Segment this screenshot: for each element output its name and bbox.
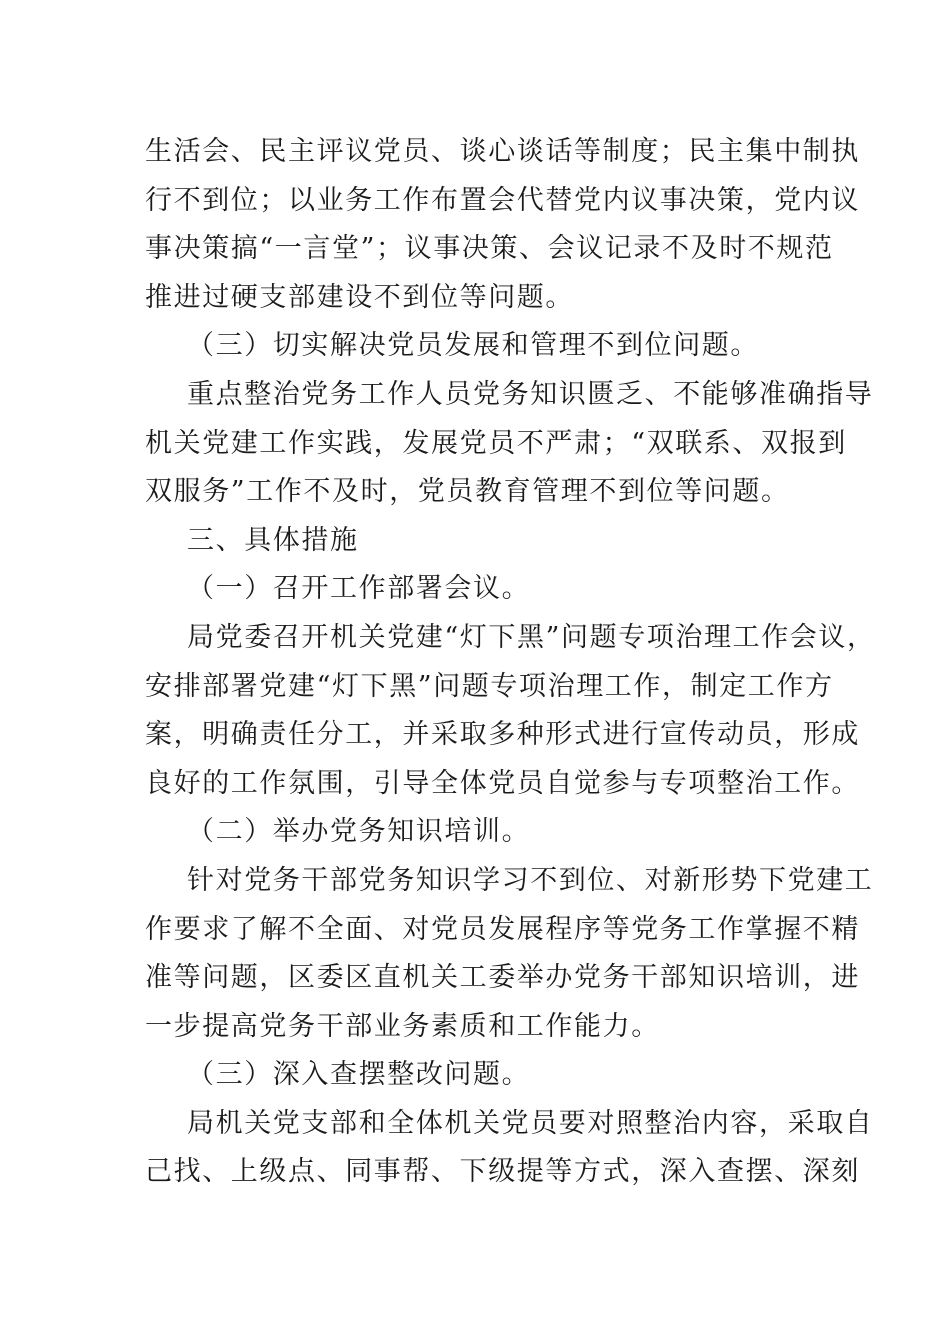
document-body: [145, 128, 876, 1197]
section-heading: （三）深入查摆整改问题。: [187, 1059, 531, 1091]
paragraph-line: 案，明确责任分工，并采取多种形式进行宣传动员，形成: [145, 719, 860, 751]
section-heading: （一）召开工作部署会议。: [187, 573, 531, 605]
paragraph-line: 一步提高党务干部业务素质和工作能力。: [145, 1010, 660, 1042]
paragraph-line: 机关党建工作实践，发展党员不严肃；“双联系、双报到: [145, 427, 847, 459]
paragraph-line: 安排部署党建“灯下黑”问题专项治理工作，制定工作方: [145, 670, 834, 702]
chapter-heading: 三、具体措施: [187, 524, 359, 556]
paragraph-line: 重点整治党务工作人员党务知识匮乏、不能够准确指导: [187, 378, 874, 410]
section-heading: （二）举办党务知识培训。: [187, 816, 531, 848]
paragraph-line: 推进过硬支部建设不到位等问题。: [145, 281, 574, 313]
section-heading: （三）切实解决党员发展和管理不到位问题。: [187, 330, 759, 362]
paragraph-line: 作要求了解不全面、对党员发展程序等党务工作掌握不精: [145, 913, 860, 945]
paragraph-line: 局党委召开机关党建“灯下黑”问题专项治理工作会议，: [187, 621, 876, 653]
paragraph-line: 良好的工作氛围，引导全体党员自觉参与专项整治工作。: [145, 767, 860, 799]
paragraph-line: 准等问题，区委区直机关工委举办党务干部知识培训，进: [145, 962, 860, 994]
paragraph-line: 局机关党支部和全体机关党员要对照整治内容，采取自: [187, 1107, 874, 1139]
paragraph-line: 己找、上级点、同事帮、下级提等方式，深入查摆、深刻: [145, 1156, 860, 1188]
paragraph-line: 事决策搞“一言堂”；议事决策、会议记录不及时不规范: [145, 233, 834, 265]
paragraph-line: 生活会、民主评议党员、谈心谈话等制度；民主集中制执: [145, 136, 860, 167]
paragraph-line: 双服务”工作不及时，党员教育管理不到位等问题。: [145, 476, 790, 508]
paragraph-line: 针对党务干部党务知识学习不到位、对新形势下党建工: [187, 864, 874, 896]
paragraph-line: 行不到位；以业务工作布置会代替党内议事决策，党内议: [145, 184, 860, 216]
